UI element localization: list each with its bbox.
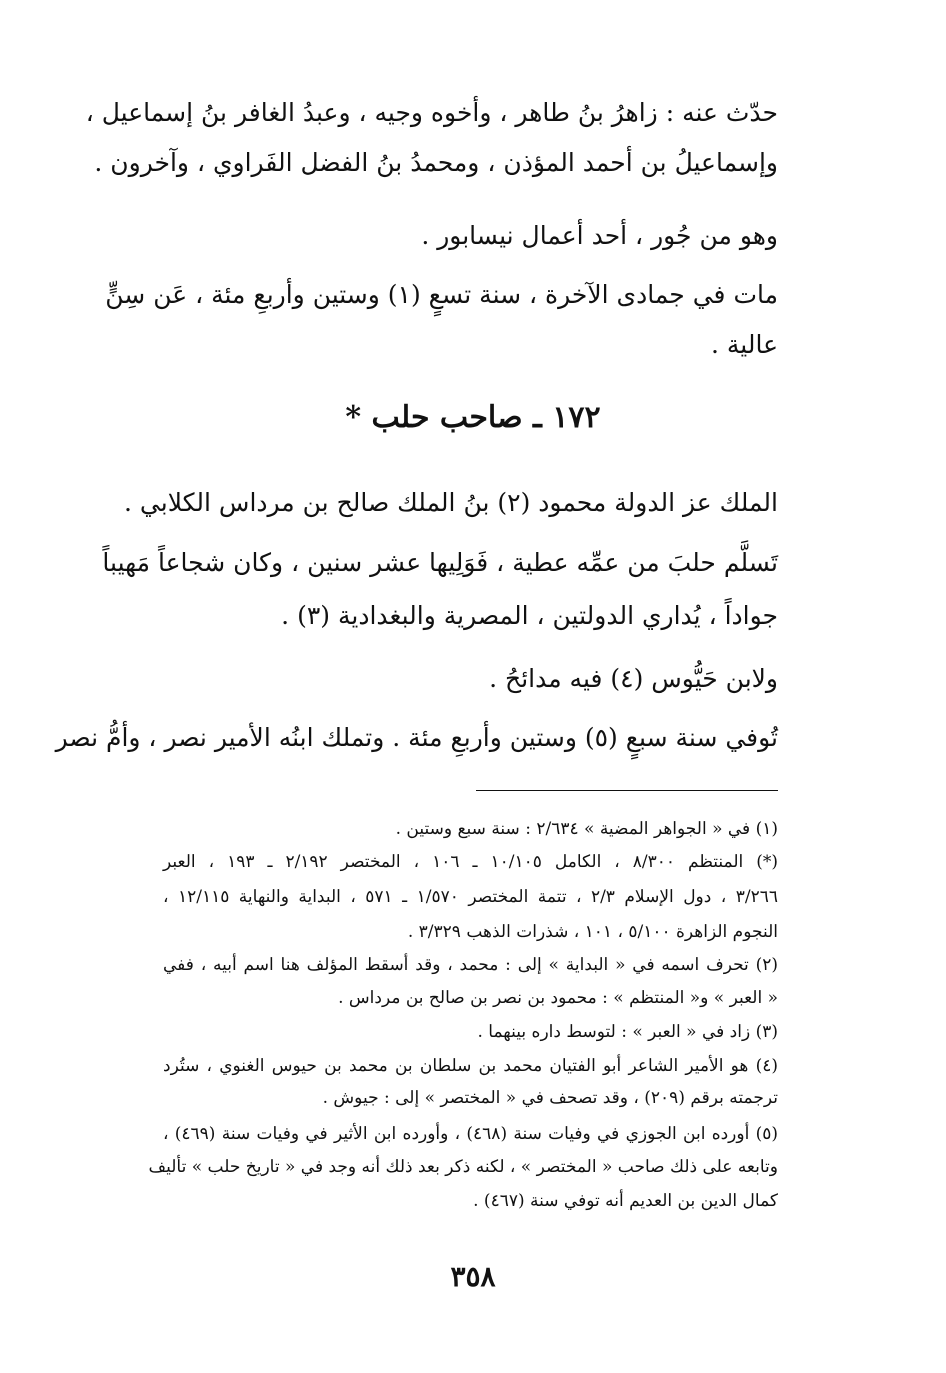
text-line: الملك عز الدولة محمود (٢) بنُ الملك صالح بن مرداس الكلابي . [124, 488, 778, 517]
footnote-line: (٥) أورده ابن الجوزي في وفيات سنة (٤٦٨) ، وأورده ابن الأثير في وفيات سنة (٤٦٩) ، [163, 1124, 778, 1144]
page-number: ٣٥٨ [450, 1260, 496, 1293]
text-line: عالية . [711, 330, 778, 359]
footnote-line: (٢) تحرف اسمه في « البداية » إلى : محمد ، وقد أسقط المؤلف هنا اسم أبيه ، ففي [163, 955, 778, 975]
footnote-line: (٤) هو الأمير الشاعر أبو الفتيان محمد بن سلطان بن محمد بن حيوس الغنوي ، ستُرد [163, 1056, 778, 1076]
footnote-line: ترجمته برقم (٢٠٩) ، وقد تصحف في « المختصر » إلى : جيوش . [322, 1088, 778, 1108]
text-line: مات في جمادى الآخرة ، سنة تسعٍ (١) وستين وأربعِ مئة ، عَن سِنٍّ [105, 280, 778, 309]
footnote-line: « العبر » و« المنتظم » : محمود بن نصر بن صالح بن مرداس . [338, 988, 778, 1008]
text-line: تُوفي سنة سبعٍ (٥) وستين وأربعِ مئة . وتملك ابنُه الأمير نصر ، وأمُّ نصر [55, 723, 778, 752]
footnote-divider [476, 790, 778, 791]
text-line: وهو من جُور ، أحد أعمال نيسابور . [421, 221, 778, 250]
text-line: وإسماعيلُ بن أحمد المؤذن ، ومحمدُ بنُ الفضل الفَراوي ، وآخرون . [94, 148, 778, 177]
text-line: جواداً ، يُداري الدولتين ، المصرية والبغدادية (٣) . [281, 601, 778, 630]
footnote-line: (١) في « الجواهر المضية » ٢/٦٣٤ : سنة سبع وستين . [395, 819, 778, 839]
text-line: حدّث عنه : زاهرُ بنُ طاهر ، وأخوه وجيه ، وعبدُ الغافر بنُ إسماعيل ، [85, 98, 778, 127]
footnote-line: (٣) زاد في « العبر » : لتوسط داره بينهما . [477, 1022, 778, 1042]
text-line: ولابن حَيُّوس (٤) فيه مدائحُ . [489, 664, 778, 693]
footnote-line: ٣/٢٦٦ ، دول الإسلام ٢/٣ ، تتمة المختصر ١/٥٧٠ ـ ٥٧١ ، البداية والنهاية ١٢/١١٥ ، [163, 887, 778, 907]
footnote-line: وتابعه على ذلك صاحب « المختصر » ، لكنه ذكر بعد ذلك أنه وجد في « تاريخ حلب » تأليف [148, 1157, 778, 1177]
footnote-line: كمال الدين بن العديم أنه توفي سنة (٤٦٧) . [473, 1191, 778, 1211]
text-line: تَسلَّم حلبَ من عمِّه عطية ، فَوَلِيها عشر سنين ، وكان شجاعاً مَهيباً [102, 548, 778, 577]
section-title: ١٧٢ ـ صاحب حلب * [345, 400, 601, 435]
footnote-line: (*) المنتظم ٨/٣٠٠ ، الكامل ١٠/١٠٥ ـ ١٠٦ ، المختصر ٢/١٩٢ ـ ١٩٣ ، العبر [163, 852, 778, 872]
footnote-line: النجوم الزاهرة ٥/١٠٠ ، ١٠١ ، شذرات الذهب ٣/٣٢٩ . [407, 922, 778, 942]
